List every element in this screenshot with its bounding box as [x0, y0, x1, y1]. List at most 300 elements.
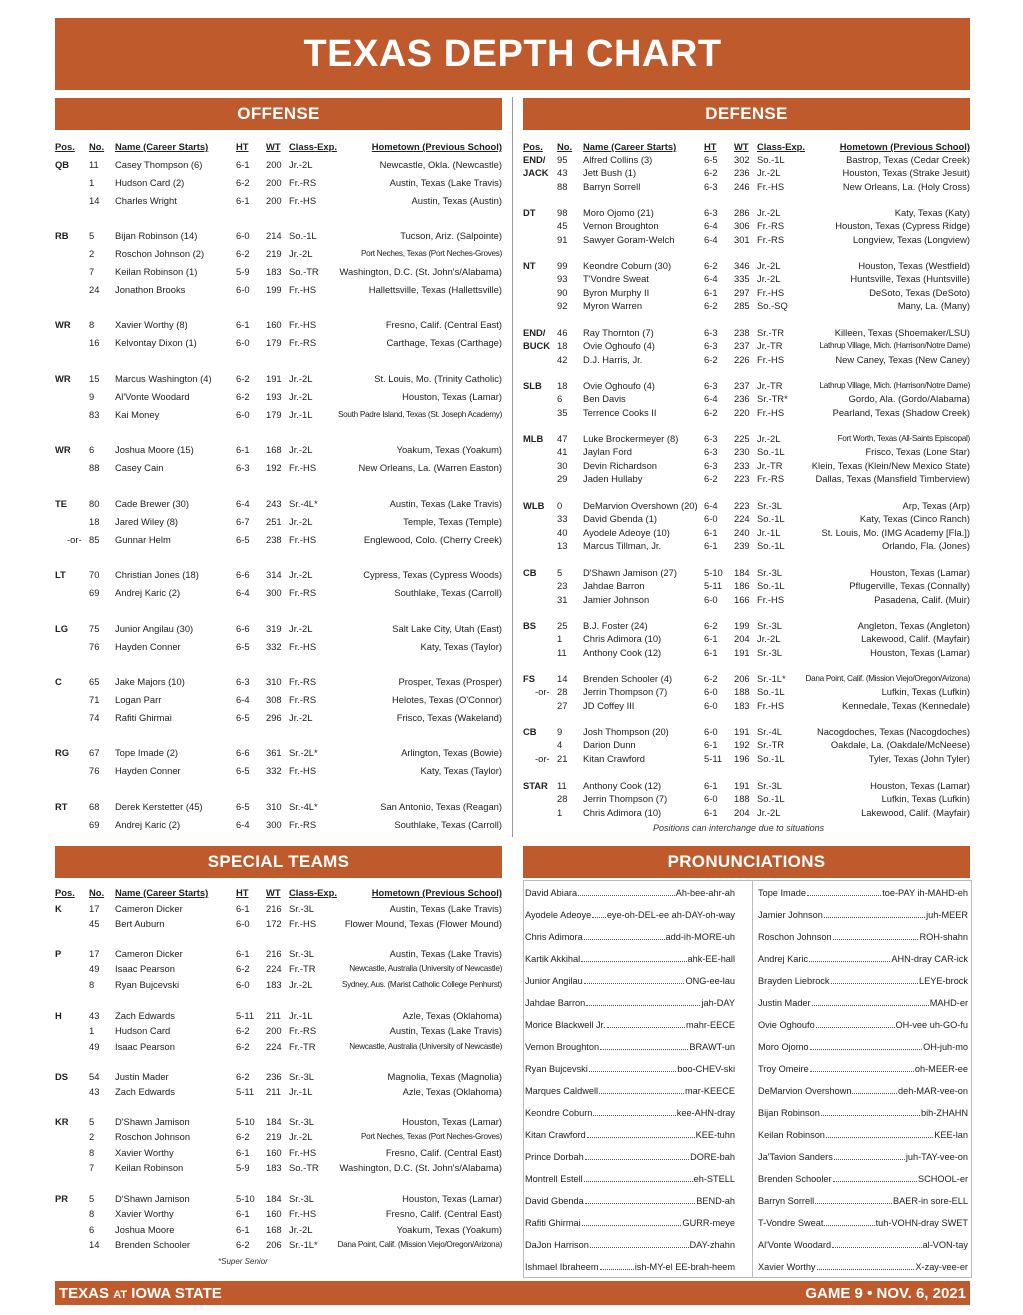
special-weight: 206: [266, 1238, 282, 1250]
offense-weight: 192: [266, 462, 282, 473]
defense-jersey-number: 33: [557, 513, 568, 525]
defense-class-exp: Jr.-2L: [757, 273, 781, 285]
special-jersey-number: 6: [89, 1223, 95, 1235]
offense-height: 6-6: [236, 623, 250, 634]
pronunciation-name: DeMarvion Overshown: [758, 1086, 852, 1096]
special-class-exp: Sr.-3L: [289, 1071, 315, 1082]
special-height: 6-2: [236, 1238, 250, 1250]
offense-player-name: Logan Parr: [115, 694, 162, 705]
pronunciation-entry: [525, 997, 735, 1009]
defense-jersey-number: 45: [557, 220, 568, 232]
offense-hometown: New Orleans, La. (Warren Easton): [358, 462, 502, 473]
special-weight: 168: [266, 1223, 282, 1235]
offense-jersey-number: 76: [89, 765, 100, 776]
dot-leader: [809, 961, 890, 962]
defense-weight: 223: [734, 500, 750, 511]
defense-jersey-number: 25: [557, 620, 568, 631]
dot-leader: [593, 1115, 675, 1116]
special-class-exp: Sr.-1L*: [289, 1238, 318, 1250]
defense-weight: 302: [734, 154, 750, 165]
defense-hometown: Killeen, Texas (Shoemaker/LSU): [834, 327, 970, 338]
special-jersey-number: 54: [89, 1071, 100, 1082]
defense-class-exp: Sr.-3L: [757, 780, 783, 791]
pronunciation-entry: [758, 953, 968, 965]
defense-height: 6-3: [704, 446, 718, 458]
special-height: 6-1: [236, 903, 250, 914]
defense-weight: 306: [734, 220, 750, 232]
defense-player-name: Jaylan Ford: [583, 446, 632, 458]
defense-height: 6-0: [704, 686, 718, 698]
defense-weight: 297: [734, 286, 750, 298]
offense-hometown: Temple, Texas (Temple): [403, 516, 502, 527]
pronunciation-entry: [525, 953, 735, 965]
defense-jersey-number: 90: [557, 286, 568, 298]
special-hometown: Houston, Texas (Lamar): [402, 1193, 502, 1204]
pronunciation-entry: [758, 997, 968, 1009]
special-class-exp: Jr.-2L: [289, 978, 313, 990]
pronunciation-phonetic: X-zay-vee-er: [915, 1262, 968, 1272]
pronunciation-phonetic: DAY-zhahn: [689, 1240, 735, 1250]
offense-jersey-number: 9: [89, 391, 95, 402]
defense-weight: 346: [734, 260, 750, 271]
defense-height: 6-3: [704, 327, 718, 338]
offense-weight: 200: [266, 159, 282, 170]
defense-position-label: BS: [523, 620, 537, 631]
offense-height: 6-4: [236, 819, 250, 830]
pronunciation-phonetic: oh-MEER-ee: [914, 1064, 968, 1074]
offense-height: 6-7: [236, 516, 250, 527]
special-position-label: KR: [55, 1116, 69, 1127]
offense-player-name: Christian Jones (18): [115, 569, 199, 580]
offense-player-name: Derek Kerstetter (45): [115, 801, 203, 812]
offense-header-pos: Pos.: [55, 141, 75, 152]
offense-position-label: LG: [55, 623, 69, 634]
defense-player-name: Moro Ojomo (21): [583, 207, 654, 218]
special-height: 6-0: [236, 978, 250, 990]
pronunciation-name: Roschon Johnson: [758, 932, 832, 942]
defense-weight: 184: [734, 567, 750, 578]
defense-hometown: Pflugerville, Texas (Connally): [849, 580, 970, 592]
offense-height: 6-6: [236, 747, 250, 758]
defense-hometown: Tyler, Texas (John Tyler): [868, 752, 970, 764]
dot-leader: [587, 1137, 695, 1138]
defense-jersey-number: 42: [557, 353, 568, 365]
dot-leader: [821, 1115, 920, 1116]
defense-jersey-number: 1: [557, 806, 563, 818]
defense-height: 6-4: [704, 393, 718, 405]
pronunciation-phonetic: deh-MAR-vee-on: [898, 1086, 968, 1096]
defense-weight: 188: [734, 793, 750, 805]
special-jersey-number: 7: [89, 1161, 95, 1173]
defense-player-name: Kitan Crawford: [583, 752, 646, 764]
offense-hometown: Salt Lake City, Utah (East): [392, 623, 502, 634]
defense-hometown: New Orleans, La. (Holy Cross): [842, 180, 970, 192]
defense-weight: 186: [734, 580, 750, 592]
defense-height: 6-0: [704, 726, 718, 737]
offense-player-name: Al'Vonte Woodard: [115, 391, 190, 402]
special-class-exp: Sr.-3L: [289, 903, 315, 914]
defense-weight: 335: [734, 273, 750, 285]
defense-class-exp: Jr.-TR: [757, 340, 783, 352]
defense-class-exp: Sr.-3L: [757, 646, 783, 658]
offense-height: 6-0: [236, 284, 250, 295]
defense-player-name: Marcus Tillman, Jr.: [583, 539, 662, 551]
special-class-exp: Jr.-2L: [289, 1131, 313, 1143]
defense-position-label: WLB: [523, 500, 545, 511]
pronunciation-phonetic: BAER-in sore-ELL: [892, 1196, 968, 1206]
special-weight: 219: [266, 1131, 282, 1143]
offense-position-label: TE: [55, 498, 67, 509]
pronunciation-entry: [525, 1239, 735, 1251]
dot-leader: [824, 1225, 874, 1226]
pronunciation-name: Ayodele Adeoye: [525, 910, 592, 920]
offense-weight: 168: [266, 444, 282, 455]
special-height: 5-10: [236, 1193, 255, 1204]
special-height: 6-2: [236, 1131, 250, 1143]
special-weight: 224: [266, 963, 282, 975]
defense-player-name: D'Shawn Jamison (27): [583, 567, 678, 578]
defense-class-exp: So.-1L: [757, 513, 785, 525]
defense-jersey-number: 47: [557, 433, 568, 444]
offense-hometown: Washington, D.C. (St. John's/Alabama): [339, 266, 502, 277]
pronunciation-phonetic: MAHD-er: [929, 998, 968, 1008]
defense-jersey-number: 30: [557, 459, 568, 471]
defense-class-exp: Jr.-2L: [757, 433, 781, 444]
pronunciation-name: David Abiara: [525, 888, 578, 898]
defense-weight: 237: [734, 340, 750, 352]
defense-weight: 237: [734, 380, 750, 391]
defense-weight: 240: [734, 526, 750, 538]
special-class-exp: Sr.-3L: [289, 1193, 315, 1204]
offense-hometown: St. Louis, Mo. (Trinity Catholic): [374, 373, 502, 384]
special-player-name: Joshua Moore: [115, 1223, 175, 1235]
defense-height: 6-2: [704, 406, 718, 418]
offense-header: OFFENSE: [55, 98, 502, 130]
offense-player-name: Andrej Karic (2): [115, 587, 181, 598]
offense-player-name: Junior Angilau (30): [115, 623, 194, 634]
defense-height: 6-2: [704, 620, 718, 631]
offense-jersey-number: 71: [89, 694, 100, 705]
offense-jersey-number: 80: [89, 498, 100, 509]
defense-hometown: Huntsville, Texas (Huntsville): [850, 273, 970, 285]
defense-hometown: Fort Worth, Texas (All-Saints Episcopal): [837, 434, 970, 443]
special-hometown: Dana Point, Calif. (Mission Viejo/Oregon/Arizona): [337, 1239, 502, 1249]
defense-player-name: T'Vondre Sweat: [583, 273, 649, 285]
pronunciation-phonetic: DORE-bah: [690, 1152, 735, 1162]
defense-position-label: END/: [523, 154, 546, 165]
special-weight: 236: [266, 1071, 282, 1082]
footer-bar: [55, 1281, 970, 1305]
pronunciation-name: Junior Angilau: [525, 976, 583, 986]
pronunciation-phonetic: SCHOOL-er: [917, 1174, 968, 1184]
special-hometown: Azle, Texas (Oklahoma): [402, 1086, 502, 1098]
defense-class-exp: Sr.-3L: [757, 620, 783, 631]
offense-jersey-number: 16: [89, 337, 100, 348]
pronunciation-phonetic: add-ih-MORE-uh: [665, 932, 735, 942]
special-position-label: DS: [55, 1071, 69, 1082]
pronunciation-name: T-Vondre Sweat: [758, 1218, 824, 1228]
defense-class-exp: Sr.-1L*: [757, 673, 786, 684]
defense-class-exp: Sr.-4L: [757, 726, 783, 737]
defense-weight: 196: [734, 752, 750, 764]
pronunciation-phonetic: tuh-VOHN-dray SWET: [875, 1218, 968, 1228]
pronunciation-name: Vernon Broughton: [525, 1042, 600, 1052]
defense-class-exp: Fr.-HS: [757, 406, 785, 418]
defense-height: 6-4: [704, 273, 718, 285]
offense-position-label: WR: [55, 444, 71, 455]
defense-weight: 226: [734, 353, 750, 365]
offense-weight: 332: [266, 765, 282, 776]
defense-hometown: Lathrup Village, Mich. (Harrison/Notre Dame): [819, 341, 970, 351]
offense-player-name: Keilan Robinson (1): [115, 266, 198, 277]
defense-player-name: Jaden Hullaby: [583, 472, 643, 484]
pronunciation-entry: [525, 909, 735, 921]
pronunciation-name: Moro Ojomo: [758, 1042, 809, 1052]
offense-jersey-number: 7: [89, 266, 95, 277]
defense-position-label: MLB: [523, 433, 544, 444]
special-weight: 172: [266, 918, 282, 930]
offense-class-exp: Jr.-2L: [289, 444, 313, 455]
defense-player-name: Brenden Schooler (4): [583, 673, 673, 684]
offense-player-name: Hudson Card (2): [115, 177, 185, 188]
defense-class-exp: Fr.-RS: [757, 472, 785, 484]
pronunciation-phonetic: AHN-dray CAR-ick: [891, 954, 968, 964]
special-weight: 184: [266, 1193, 282, 1204]
special-header-class: Class-Exp.: [289, 887, 337, 898]
offense-weight: 183: [266, 266, 282, 277]
offense-jersey-number: 8: [89, 319, 95, 330]
offense-hometown: Englewood, Colo. (Cherry Creek): [363, 534, 502, 545]
special-player-name: Isaac Pearson: [115, 1040, 175, 1052]
pronunciation-phonetic: mahr-EECE: [685, 1020, 735, 1030]
defense-class-exp: So.-1L: [757, 446, 785, 458]
pronunciation-name: Jahdae Barron: [525, 998, 586, 1008]
defense-weight: 225: [734, 433, 750, 444]
pronunciation-phonetic: jah-DAY: [701, 998, 735, 1008]
dot-leader: [831, 983, 918, 984]
special-header-no: No.: [89, 887, 105, 898]
offense-hometown: Austin, Texas (Lake Travis): [389, 177, 502, 188]
offense-hometown: Arlington, Texas (Bowie): [401, 747, 502, 758]
offense-jersey-number: 65: [89, 676, 100, 687]
dot-leader: [592, 917, 606, 918]
special-hometown: Yoakum, Texas (Yoakum): [396, 1223, 502, 1235]
offense-weight: 200: [266, 177, 282, 188]
defense-hometown: Many, La. (Many): [897, 299, 970, 311]
defense-weight: 236: [734, 167, 750, 179]
defense-jersey-number: 5: [557, 567, 563, 578]
defense-weight: 239: [734, 539, 750, 551]
special-player-name: Cameron Dicker: [115, 903, 183, 914]
special-player-name: Cameron Dicker: [115, 948, 183, 959]
defense-jersey-number: 13: [557, 539, 568, 551]
pronunciation-name: Kartik Akkihal: [525, 954, 581, 964]
defense-hometown: Orlando, Fla. (Jones): [881, 539, 970, 551]
special-player-name: D'Shawn Jamison: [115, 1193, 190, 1204]
defense-hometown: Houston, Texas (Strake Jesuit): [842, 167, 970, 179]
defense-height: 6-2: [704, 673, 718, 684]
defense-hometown: Pearland, Texas (Shadow Creek): [832, 406, 970, 418]
offense-hometown: San Antonio, Texas (Reagan): [380, 801, 502, 812]
pronunciation-entry: [758, 1041, 968, 1053]
defense-height: 5-11: [704, 752, 723, 764]
special-hometown: Houston, Texas (Lamar): [402, 1116, 502, 1127]
offense-class-exp: Sr.-4L*: [289, 801, 318, 812]
pronunciation-name: Xavier Worthy: [758, 1262, 816, 1272]
defense-class-exp: Sr.-TR*: [757, 393, 788, 405]
defense-hometown: Lufkin, Texas (Lufkin): [881, 793, 970, 805]
offense-hometown: Katy, Texas (Taylor): [420, 641, 502, 652]
defense-weight: 286: [734, 207, 750, 218]
pronunciation-phonetic: eh-STELL: [693, 1174, 735, 1184]
defense-player-name: Jerrin Thompson (7): [583, 793, 668, 805]
defense-player-name: Vernon Broughton: [583, 220, 659, 232]
defense-player-name: Keondre Coburn (30): [583, 260, 672, 271]
offense-class-exp: Jr.-2L: [289, 159, 313, 170]
pronunciation-entry: [758, 1019, 968, 1031]
defense-hometown: Houston, Texas (Cypress Ridge): [835, 220, 970, 232]
pronunciation-name: Justin Mader: [758, 998, 811, 1008]
offense-weight: 319: [266, 623, 282, 634]
defense-weight: 224: [734, 513, 750, 525]
defense-height: 6-1: [704, 526, 718, 538]
special-jersey-number: 49: [89, 1040, 100, 1052]
dot-leader: [581, 961, 686, 962]
defense-height: 6-3: [704, 207, 718, 218]
offense-header-ht: HT: [236, 141, 249, 152]
pronunciation-entry: [758, 931, 968, 943]
offense-jersey-number: 75: [89, 623, 100, 634]
special-height: 6-0: [236, 918, 250, 930]
defense-class-exp: So.-1L: [757, 752, 785, 764]
offense-weight: 243: [266, 498, 282, 509]
offense-jersey-number: 69: [89, 819, 100, 830]
offense-height: 6-4: [236, 498, 250, 509]
offense-weight: 300: [266, 587, 282, 598]
defense-class-exp: Sr.-3L: [757, 567, 783, 578]
special-header-wt: WT: [266, 887, 281, 898]
pronunciation-entry: [758, 1261, 968, 1273]
offense-jersey-number: 14: [89, 195, 100, 206]
special-player-name: Roschon Johnson: [115, 1131, 191, 1143]
offense-hometown: Carthage, Texas (Carthage): [386, 337, 502, 348]
defense-class-exp: Jr.-TR: [757, 459, 783, 471]
special-hometown: Azle, Texas (Oklahoma): [402, 1010, 502, 1021]
defense-player-name: Darion Dunn: [583, 739, 636, 751]
offense-or-label: -or-: [67, 534, 82, 545]
pronunciation-entry: [758, 1107, 968, 1119]
offense-jersey-number: 76: [89, 641, 100, 652]
dot-leader: [832, 1247, 921, 1248]
offense-weight: 251: [266, 516, 282, 527]
pronunciation-entry: [525, 1195, 735, 1207]
offense-height: 6-0: [236, 230, 250, 241]
defense-height: 6-2: [704, 299, 718, 311]
special-jersey-number: 1: [89, 1025, 95, 1037]
pronunciation-entry: [758, 1195, 968, 1207]
pronunciation-entry: [758, 1173, 968, 1185]
pronunciation-entry: [525, 1063, 735, 1075]
defense-jersey-number: 43: [557, 167, 568, 179]
defense-player-name: DeMarvion Overshown (20): [583, 500, 698, 511]
defense-position-label: STAR: [523, 780, 548, 791]
pronunciation-entry: [758, 1151, 968, 1163]
pronunciation-entry: [525, 975, 735, 987]
defense-player-name: Anthony Cook (12): [583, 780, 662, 791]
defense-hometown: Klein, Texas (Klein/New Mexico State): [811, 459, 970, 471]
pronunciation-phonetic: OH-juh-mo: [923, 1042, 968, 1052]
offense-height: 6-5: [236, 712, 250, 723]
special-height: 6-2: [236, 1025, 250, 1037]
special-weight: 200: [266, 1025, 282, 1037]
defense-class-exp: So.-1L: [757, 580, 785, 592]
defense-height: 6-0: [704, 513, 718, 525]
defense-player-name: Ray Thornton (7): [583, 327, 654, 338]
pronunciation-name: Marques Caldwell: [525, 1086, 599, 1096]
special-position-label: H: [55, 1010, 62, 1021]
defense-jersey-number: 11: [557, 780, 567, 791]
offense-class-exp: Jr.-2L: [289, 516, 313, 527]
defense-hometown: Dana Point, Calif. (Mission Viejo/Oregon/Arizona): [805, 674, 970, 683]
offense-class-exp: Fr.-RS: [289, 337, 317, 348]
defense-class-exp: Fr.-RS: [757, 233, 785, 245]
offense-hometown: Katy, Texas (Taylor): [420, 765, 502, 776]
defense-hometown: Oakdale, La. (Oakdale/McNeese): [830, 739, 970, 751]
defense-weight: 192: [734, 739, 750, 751]
dot-leader: [824, 917, 925, 918]
offense-hometown: Newcastle, Okla. (Newcastle): [379, 159, 502, 170]
pronunciation-phonetic: ROH-shahn: [919, 932, 968, 942]
defense-class-exp: Sr.-TR: [757, 739, 785, 751]
special-position-label: PR: [55, 1193, 69, 1204]
offense-weight: 361: [266, 747, 282, 758]
offense-weight: 160: [266, 319, 282, 330]
offense-player-name: Cade Brewer (30): [115, 498, 189, 509]
offense-hometown: Helotes, Texas (O'Connor): [392, 694, 502, 705]
offense-player-name: Joshua Moore (15): [115, 444, 194, 455]
special-position-label: K: [55, 903, 62, 914]
pronunciation-name: Al'Vonte Woodard: [758, 1240, 832, 1250]
defense-jersey-number: 27: [557, 699, 568, 711]
offense-player-name: Roschon Johnson (2): [115, 248, 205, 259]
special-header-ht: HT: [236, 887, 249, 898]
defense-height: 6-3: [704, 180, 718, 192]
offense-jersey-number: 5: [89, 230, 95, 241]
special-weight: 183: [266, 1161, 282, 1173]
defense-jersey-number: 14: [557, 673, 568, 684]
special-jersey-number: 14: [89, 1238, 100, 1250]
offense-class-exp: Fr.-RS: [289, 694, 317, 705]
offense-height: 6-0: [236, 409, 250, 420]
defense-header-wt: WT: [734, 141, 749, 152]
pronunciation-name: Brenden Schooler: [758, 1174, 832, 1184]
defense-position-label: JACK: [523, 167, 549, 179]
dot-leader: [585, 1203, 695, 1204]
offense-height: 6-5: [236, 765, 250, 776]
page-title: TEXAS DEPTH CHART: [55, 18, 970, 90]
offense-height: 6-2: [236, 177, 250, 188]
special-class-exp: Jr.-2L: [289, 1223, 313, 1235]
offense-class-exp: Jr.-2L: [289, 569, 313, 580]
defense-jersey-number: 99: [557, 260, 568, 271]
pronunciation-entry: [525, 1019, 735, 1031]
offense-height: 5-9: [236, 266, 250, 277]
offense-player-name: Bijan Robinson (14): [115, 230, 198, 241]
defense-position-label: DT: [523, 207, 536, 218]
defense-player-name: JD Coffey III: [583, 699, 635, 711]
pronunciation-phonetic: kee-AHN-dray: [676, 1108, 735, 1118]
offense-class-exp: Jr.-2L: [289, 623, 313, 634]
